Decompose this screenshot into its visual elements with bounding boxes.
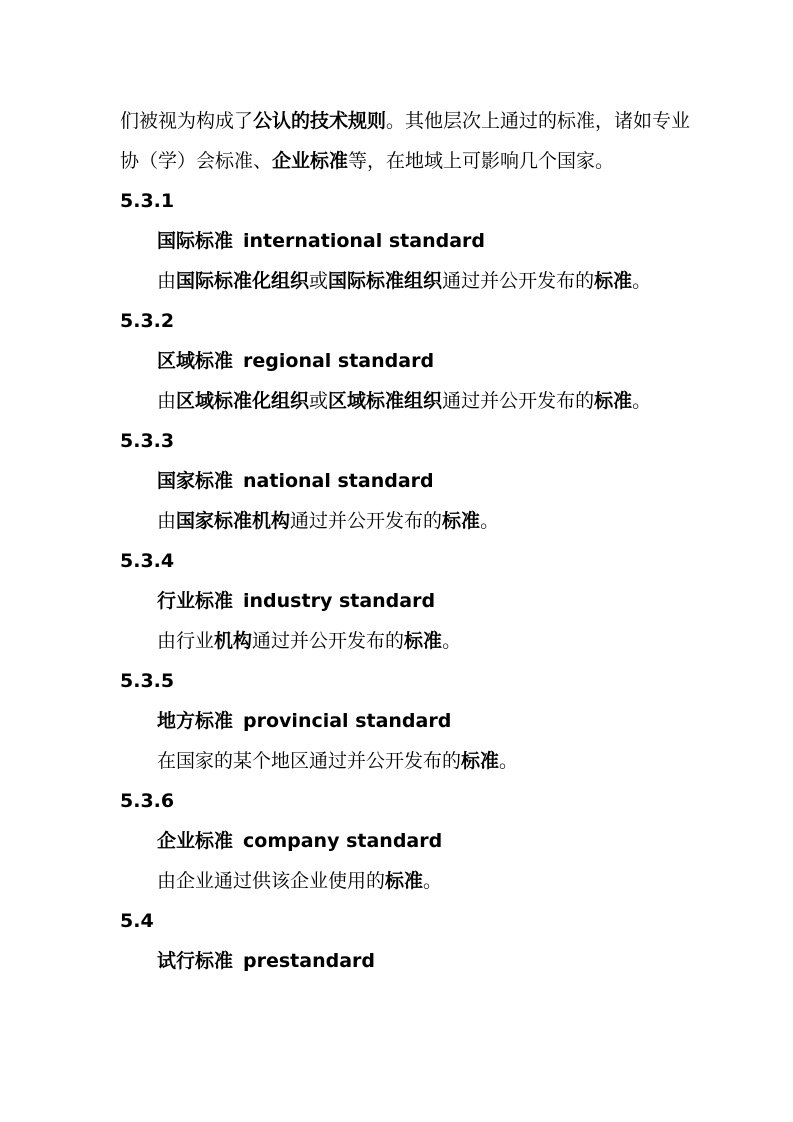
bold-term-ref: 标准: [404, 630, 443, 652]
term-heading: [157, 469, 434, 493]
bold-term-ref: 公认的技术规则: [253, 110, 387, 132]
term-definition: [157, 509, 499, 533]
term-heading: [157, 589, 435, 613]
text-run: 由: [157, 390, 177, 412]
term-en: regional standard: [243, 350, 435, 372]
bold-term-ref: 标准: [461, 750, 500, 772]
text-run: 们被视为构成了: [120, 110, 254, 132]
term-heading: [157, 229, 485, 253]
term-definition: [157, 389, 651, 413]
text-run: 或: [309, 390, 329, 412]
text-run: 由: [157, 270, 177, 292]
term-definition: [157, 629, 461, 653]
term-zh: 行业标准: [157, 590, 234, 612]
bold-term-ref: 国际标准组织: [328, 270, 443, 292]
term-en: national standard: [243, 470, 434, 492]
term-heading: [157, 709, 451, 733]
term-en: provincial standard: [243, 710, 452, 732]
term-en: international standard: [243, 230, 485, 252]
term-zh: 地方标准: [157, 710, 234, 732]
bold-term-ref: 标准: [594, 270, 633, 292]
text-run: 在国家的某个地区通过并公开发布的: [157, 750, 462, 772]
bold-term-ref: 企业标准: [272, 150, 349, 172]
clause-number: 5.3.3: [120, 430, 175, 452]
bold-term-ref: 国家标准机构: [176, 510, 291, 532]
clause-number: 5.3.1: [120, 190, 175, 212]
text-run: 。: [632, 270, 652, 292]
bold-term-ref: 标准: [385, 870, 424, 892]
clause-number: 5.4: [120, 910, 154, 932]
text-run: 。: [442, 630, 462, 652]
bold-term-ref: 区域标准化组织: [176, 390, 310, 412]
text-run: 或: [309, 270, 329, 292]
term-zh: 试行标准: [157, 950, 234, 972]
text-run: 通过并公开发布的: [442, 270, 595, 292]
term-zh: 企业标准: [157, 830, 234, 852]
text-run: 。其他层次上通过的标准，诸如专业: [386, 110, 691, 132]
bold-term-ref: 标准: [442, 510, 481, 532]
text-run: 由企业通过供该企业使用的: [157, 870, 386, 892]
bold-term-ref: 国际标准化组织: [176, 270, 310, 292]
text-run: 。: [423, 870, 443, 892]
term-definition: [157, 749, 518, 773]
bold-term-ref: 标准: [594, 390, 633, 412]
clause-number: 5.3.2: [120, 310, 175, 332]
intro-line-2: [120, 149, 614, 173]
text-run: 。: [499, 750, 519, 772]
term-heading: [157, 829, 442, 853]
text-run: 。: [480, 510, 500, 532]
term-heading: [157, 349, 434, 373]
text-run: 协（学）会标准、: [120, 150, 273, 172]
term-definition: [157, 269, 651, 293]
intro-line-1: [120, 109, 690, 133]
bold-term-ref: 机构: [214, 630, 253, 652]
term-definition: [157, 869, 442, 893]
text-run: 等，在地域上可影响几个国家。: [348, 150, 615, 172]
clause-number: 5.3.5: [120, 670, 175, 692]
clause-number: 5.3.6: [120, 790, 175, 812]
text-run: 由行业: [157, 630, 215, 652]
term-zh: 国家标准: [157, 470, 234, 492]
text-run: 由: [157, 510, 177, 532]
bold-term-ref: 区域标准组织: [328, 390, 443, 412]
term-en: industry standard: [243, 590, 436, 612]
text-run: 通过并公开发布的: [290, 510, 443, 532]
text-run: 通过并公开发布的: [442, 390, 595, 412]
term-zh: 国际标准: [157, 230, 234, 252]
term-en: prestandard: [243, 950, 376, 972]
term-heading: [157, 949, 375, 973]
term-zh: 区域标准: [157, 350, 234, 372]
clause-number: 5.3.4: [120, 550, 175, 572]
text-run: 。: [632, 390, 652, 412]
text-run: 通过并公开发布的: [252, 630, 405, 652]
term-en: company standard: [243, 830, 443, 852]
